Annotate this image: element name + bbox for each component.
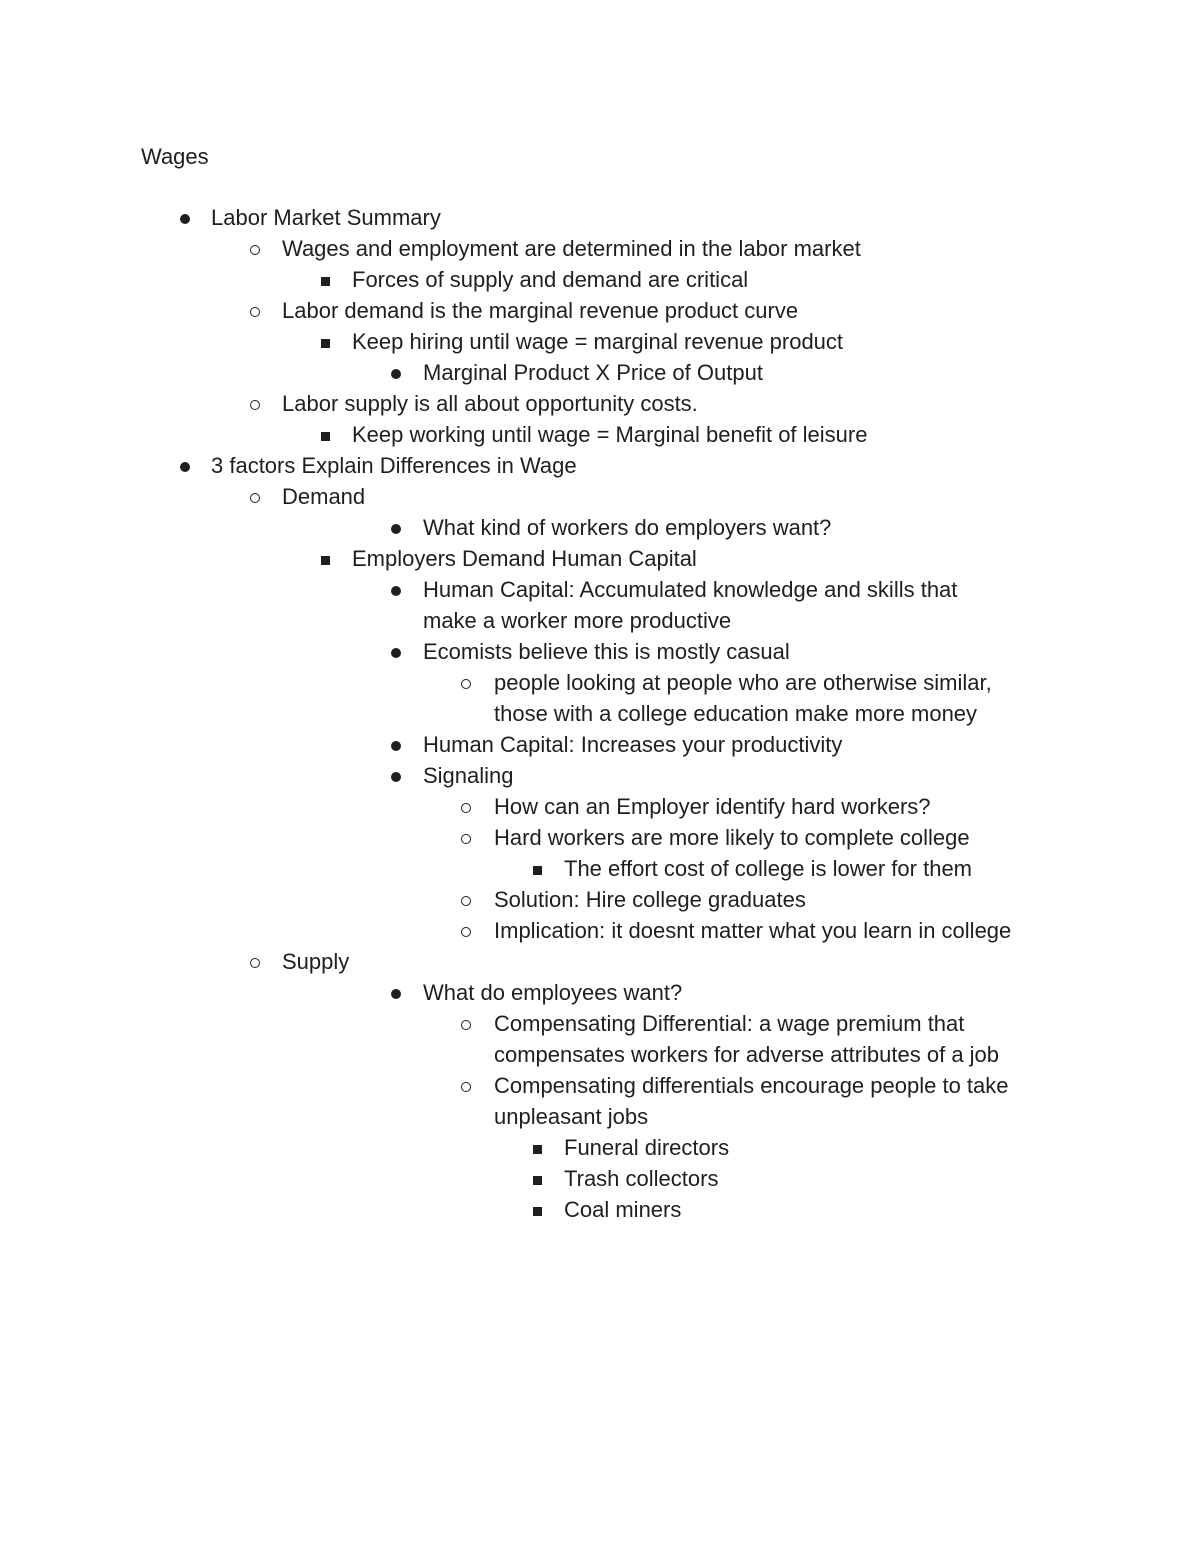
list-item-text: Compensating differentials encourage people to take bbox=[494, 1073, 1009, 1098]
list-item bbox=[0, 202, 1200, 233]
list-item bbox=[0, 357, 1200, 388]
list-item-text: How can an Employer identify hard workers? bbox=[494, 794, 931, 819]
list-item bbox=[0, 326, 1200, 357]
list-item-text: Human Capital: Increases your productivity bbox=[423, 732, 843, 757]
circle-bullet-icon bbox=[454, 791, 478, 822]
list-item-text: Labor demand is the marginal revenue product curve bbox=[282, 298, 799, 323]
circle-bullet-icon bbox=[243, 388, 267, 419]
list-item bbox=[0, 729, 1200, 760]
square-bullet-icon bbox=[313, 264, 337, 295]
list-item bbox=[0, 977, 1200, 1008]
list-item-text: Labor Market Summary bbox=[211, 205, 441, 230]
list-item bbox=[0, 264, 1200, 295]
circle-bullet-icon bbox=[454, 822, 478, 853]
list-item bbox=[0, 667, 1200, 698]
disc-bullet-icon bbox=[384, 636, 408, 667]
square-bullet-icon bbox=[313, 419, 337, 450]
list-item bbox=[0, 1163, 1200, 1194]
square-bullet-icon bbox=[525, 1163, 549, 1194]
list-item-text: Compensating Differential: a wage premium that bbox=[494, 1011, 965, 1036]
square-bullet-icon bbox=[525, 1194, 549, 1225]
disc-bullet-icon bbox=[173, 202, 197, 233]
square-bullet-icon bbox=[525, 1132, 549, 1163]
square-bullet-icon bbox=[525, 853, 549, 884]
disc-bullet-icon bbox=[384, 729, 408, 760]
bullet-list bbox=[0, 202, 1200, 1225]
circle-bullet-icon bbox=[454, 884, 478, 915]
list-item-text: What do employees want? bbox=[423, 980, 683, 1005]
list-item-text: Signaling bbox=[423, 763, 514, 788]
list-item bbox=[0, 915, 1200, 946]
list-item bbox=[0, 853, 1200, 884]
circle-bullet-icon bbox=[454, 667, 478, 698]
list-item-text: those with a college education make more money bbox=[494, 701, 978, 726]
circle-bullet-icon bbox=[454, 915, 478, 946]
list-item-text: Hard workers are more likely to complete college bbox=[494, 825, 970, 850]
disc-bullet-icon bbox=[384, 574, 408, 605]
list-item-text: unpleasant jobs bbox=[494, 1104, 649, 1129]
list-item bbox=[0, 946, 1200, 977]
list-item bbox=[0, 388, 1200, 419]
list-item bbox=[0, 698, 1200, 729]
disc-bullet-icon bbox=[173, 450, 197, 481]
list-item-text: Demand bbox=[282, 484, 366, 509]
circle-bullet-icon bbox=[243, 233, 267, 264]
list-item bbox=[0, 419, 1200, 450]
list-item bbox=[0, 233, 1200, 264]
disc-bullet-icon bbox=[384, 512, 408, 543]
list-item-text: Keep hiring until wage = marginal revenue product bbox=[352, 329, 844, 354]
circle-bullet-icon bbox=[243, 295, 267, 326]
document-title: Wages bbox=[141, 144, 209, 169]
list-item-text: Wages and employment are determined in the labor market bbox=[282, 236, 861, 261]
list-item-text: Marginal Product X Price of Output bbox=[423, 360, 763, 385]
list-item-text: 3 factors Explain Differences in Wage bbox=[211, 453, 577, 478]
list-item bbox=[0, 760, 1200, 791]
list-item-text: make a worker more productive bbox=[423, 608, 732, 633]
list-item bbox=[0, 1070, 1200, 1101]
list-item bbox=[0, 1008, 1200, 1039]
circle-bullet-icon bbox=[454, 1070, 478, 1101]
list-item bbox=[0, 450, 1200, 481]
list-item bbox=[0, 481, 1200, 512]
list-item bbox=[0, 1039, 1200, 1070]
list-item bbox=[0, 1194, 1200, 1225]
list-item-text: Trash collectors bbox=[564, 1166, 719, 1191]
circle-bullet-icon bbox=[454, 1008, 478, 1039]
list-item-text: Keep working until wage = Marginal benefit of leisure bbox=[352, 422, 868, 447]
square-bullet-icon bbox=[313, 543, 337, 574]
list-item-text: Supply bbox=[282, 949, 350, 974]
list-item bbox=[0, 1101, 1200, 1132]
disc-bullet-icon bbox=[384, 760, 408, 791]
list-item bbox=[0, 791, 1200, 822]
list-item-text: Implication: it doesnt matter what you learn in college bbox=[494, 918, 1012, 943]
list-item-text: Forces of supply and demand are critical bbox=[352, 267, 749, 292]
list-item bbox=[0, 512, 1200, 543]
list-item bbox=[0, 822, 1200, 853]
disc-bullet-icon bbox=[384, 357, 408, 388]
list-item-text: Labor supply is all about opportunity costs. bbox=[282, 391, 698, 416]
list-item-text: compensates workers for adverse attributes of a job bbox=[494, 1042, 1000, 1067]
disc-bullet-icon bbox=[384, 977, 408, 1008]
list-item-text: Funeral directors bbox=[564, 1135, 730, 1160]
list-item-text: What kind of workers do employers want? bbox=[423, 515, 832, 540]
square-bullet-icon bbox=[313, 326, 337, 357]
list-item-text: Human Capital: Accumulated knowledge and skills that bbox=[423, 577, 958, 602]
list-item-text: Coal miners bbox=[564, 1197, 682, 1222]
list-item-text: Employers Demand Human Capital bbox=[352, 546, 697, 571]
list-item bbox=[0, 636, 1200, 667]
list-item-text: The effort cost of college is lower for them bbox=[564, 856, 972, 881]
list-item-text: Solution: Hire college graduates bbox=[494, 887, 806, 912]
list-item bbox=[0, 543, 1200, 574]
circle-bullet-icon bbox=[243, 946, 267, 977]
list-item bbox=[0, 605, 1200, 636]
list-item-text: Ecomists believe this is mostly casual bbox=[423, 639, 790, 664]
list-item bbox=[0, 295, 1200, 326]
list-item bbox=[0, 884, 1200, 915]
list-item-text: people looking at people who are otherwise similar, bbox=[494, 670, 992, 695]
list-item bbox=[0, 574, 1200, 605]
circle-bullet-icon bbox=[243, 481, 267, 512]
list-item bbox=[0, 1132, 1200, 1163]
